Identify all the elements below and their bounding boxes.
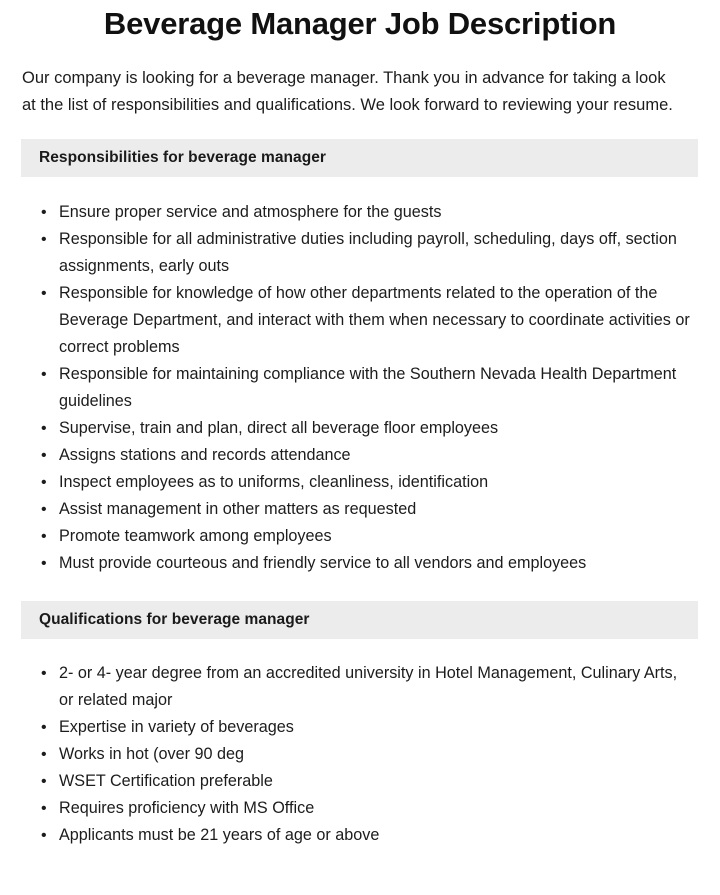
list-item xyxy=(0,280,720,361)
bullet-point-icon: • xyxy=(41,773,47,790)
bullet-point-icon: • xyxy=(41,528,47,545)
bullet-point-icon: • xyxy=(41,366,47,383)
bullet-point-icon: • xyxy=(41,231,47,248)
list-item xyxy=(0,523,720,550)
list-item-text: Requires proficiency with MS Office xyxy=(59,799,315,817)
list-item xyxy=(0,714,720,741)
list-item-text: Must provide courteous and friendly service to all vendors and employees xyxy=(59,554,587,572)
list-item xyxy=(0,768,720,795)
list-item xyxy=(0,795,720,822)
list-item-text: Promote teamwork among employees xyxy=(59,527,332,545)
spacer-before-qualifications xyxy=(0,577,720,601)
bullet-point-icon: • xyxy=(41,285,47,302)
section-heading-label: Responsibilities for beverage manager xyxy=(39,149,326,166)
list-item xyxy=(0,361,720,415)
spacer-after-qualifications-header xyxy=(0,639,720,660)
list-item-text: Applicants must be 21 years of age or above xyxy=(59,826,380,844)
bullet-point-icon: • xyxy=(41,827,47,844)
list-item-text: Works in hot (over 90 deg xyxy=(59,745,245,763)
list-item xyxy=(0,822,720,849)
bullet-point-icon: • xyxy=(41,501,47,518)
list-item xyxy=(0,469,720,496)
responsibilities-list xyxy=(0,199,720,577)
list-item xyxy=(0,741,720,768)
bullet-point-icon: • xyxy=(41,719,47,736)
bullet-point-icon: • xyxy=(41,800,47,817)
list-item-text: Assigns stations and records attendance xyxy=(59,446,351,464)
list-item xyxy=(0,550,720,577)
bullet-point-icon: • xyxy=(41,420,47,437)
bullet-point-icon: • xyxy=(41,204,47,221)
list-item-text: Inspect employees as to uniforms, cleanliness, identification xyxy=(59,473,489,491)
list-item-text: Expertise in variety of beverages xyxy=(59,718,294,736)
section-header-responsibilities xyxy=(21,139,698,177)
list-item xyxy=(0,660,720,714)
page-title: Beverage Manager Job Description xyxy=(103,6,617,41)
section-heading-label: Qualifications for beverage manager xyxy=(39,611,310,628)
list-item xyxy=(0,199,720,226)
bullet-point-icon: • xyxy=(41,746,47,763)
list-item-text: Responsible for maintaining compliance with the Southern Nevada Health Department guidelines xyxy=(59,365,677,410)
list-item-text: 2- or 4- year degree from an accredited university in Hotel Management, Culinary Arts, or related major xyxy=(59,664,678,709)
section-header-qualifications xyxy=(21,601,698,639)
page-bottom-spacer xyxy=(0,849,720,873)
list-item xyxy=(0,415,720,442)
list-item-text: Supervise, train and plan, direct all beverage floor employees xyxy=(59,419,499,437)
list-item-text: WSET Certification preferable xyxy=(59,772,273,790)
bullet-point-icon: • xyxy=(41,447,47,464)
list-item-text: Assist management in other matters as requested xyxy=(59,500,417,518)
list-item-text: Responsible for knowledge of how other departments related to the operation of the Beverage Department, and interact with them when necessary to coordinate activities or correct problems xyxy=(59,284,690,356)
list-item-text: Responsible for all administrative duties including payroll, scheduling, days off, section assignments, early outs xyxy=(59,230,677,275)
list-item xyxy=(0,442,720,469)
qualifications-list xyxy=(0,660,720,849)
bullet-point-icon: • xyxy=(41,665,47,682)
list-item xyxy=(0,496,720,523)
intro-paragraph: Our company is looking for a beverage manager. Thank you in advance for taking a look at the list of responsibilities and qualifications. We look forward to reviewing your resume. xyxy=(22,69,673,114)
bullet-point-icon: • xyxy=(41,474,47,491)
list-item xyxy=(0,226,720,280)
spacer-after-responsibilities-header xyxy=(0,177,720,199)
bullet-point-icon: • xyxy=(41,555,47,572)
list-item-text: Ensure proper service and atmosphere for the guests xyxy=(59,203,442,221)
spacer-before-responsibilities xyxy=(0,119,720,139)
